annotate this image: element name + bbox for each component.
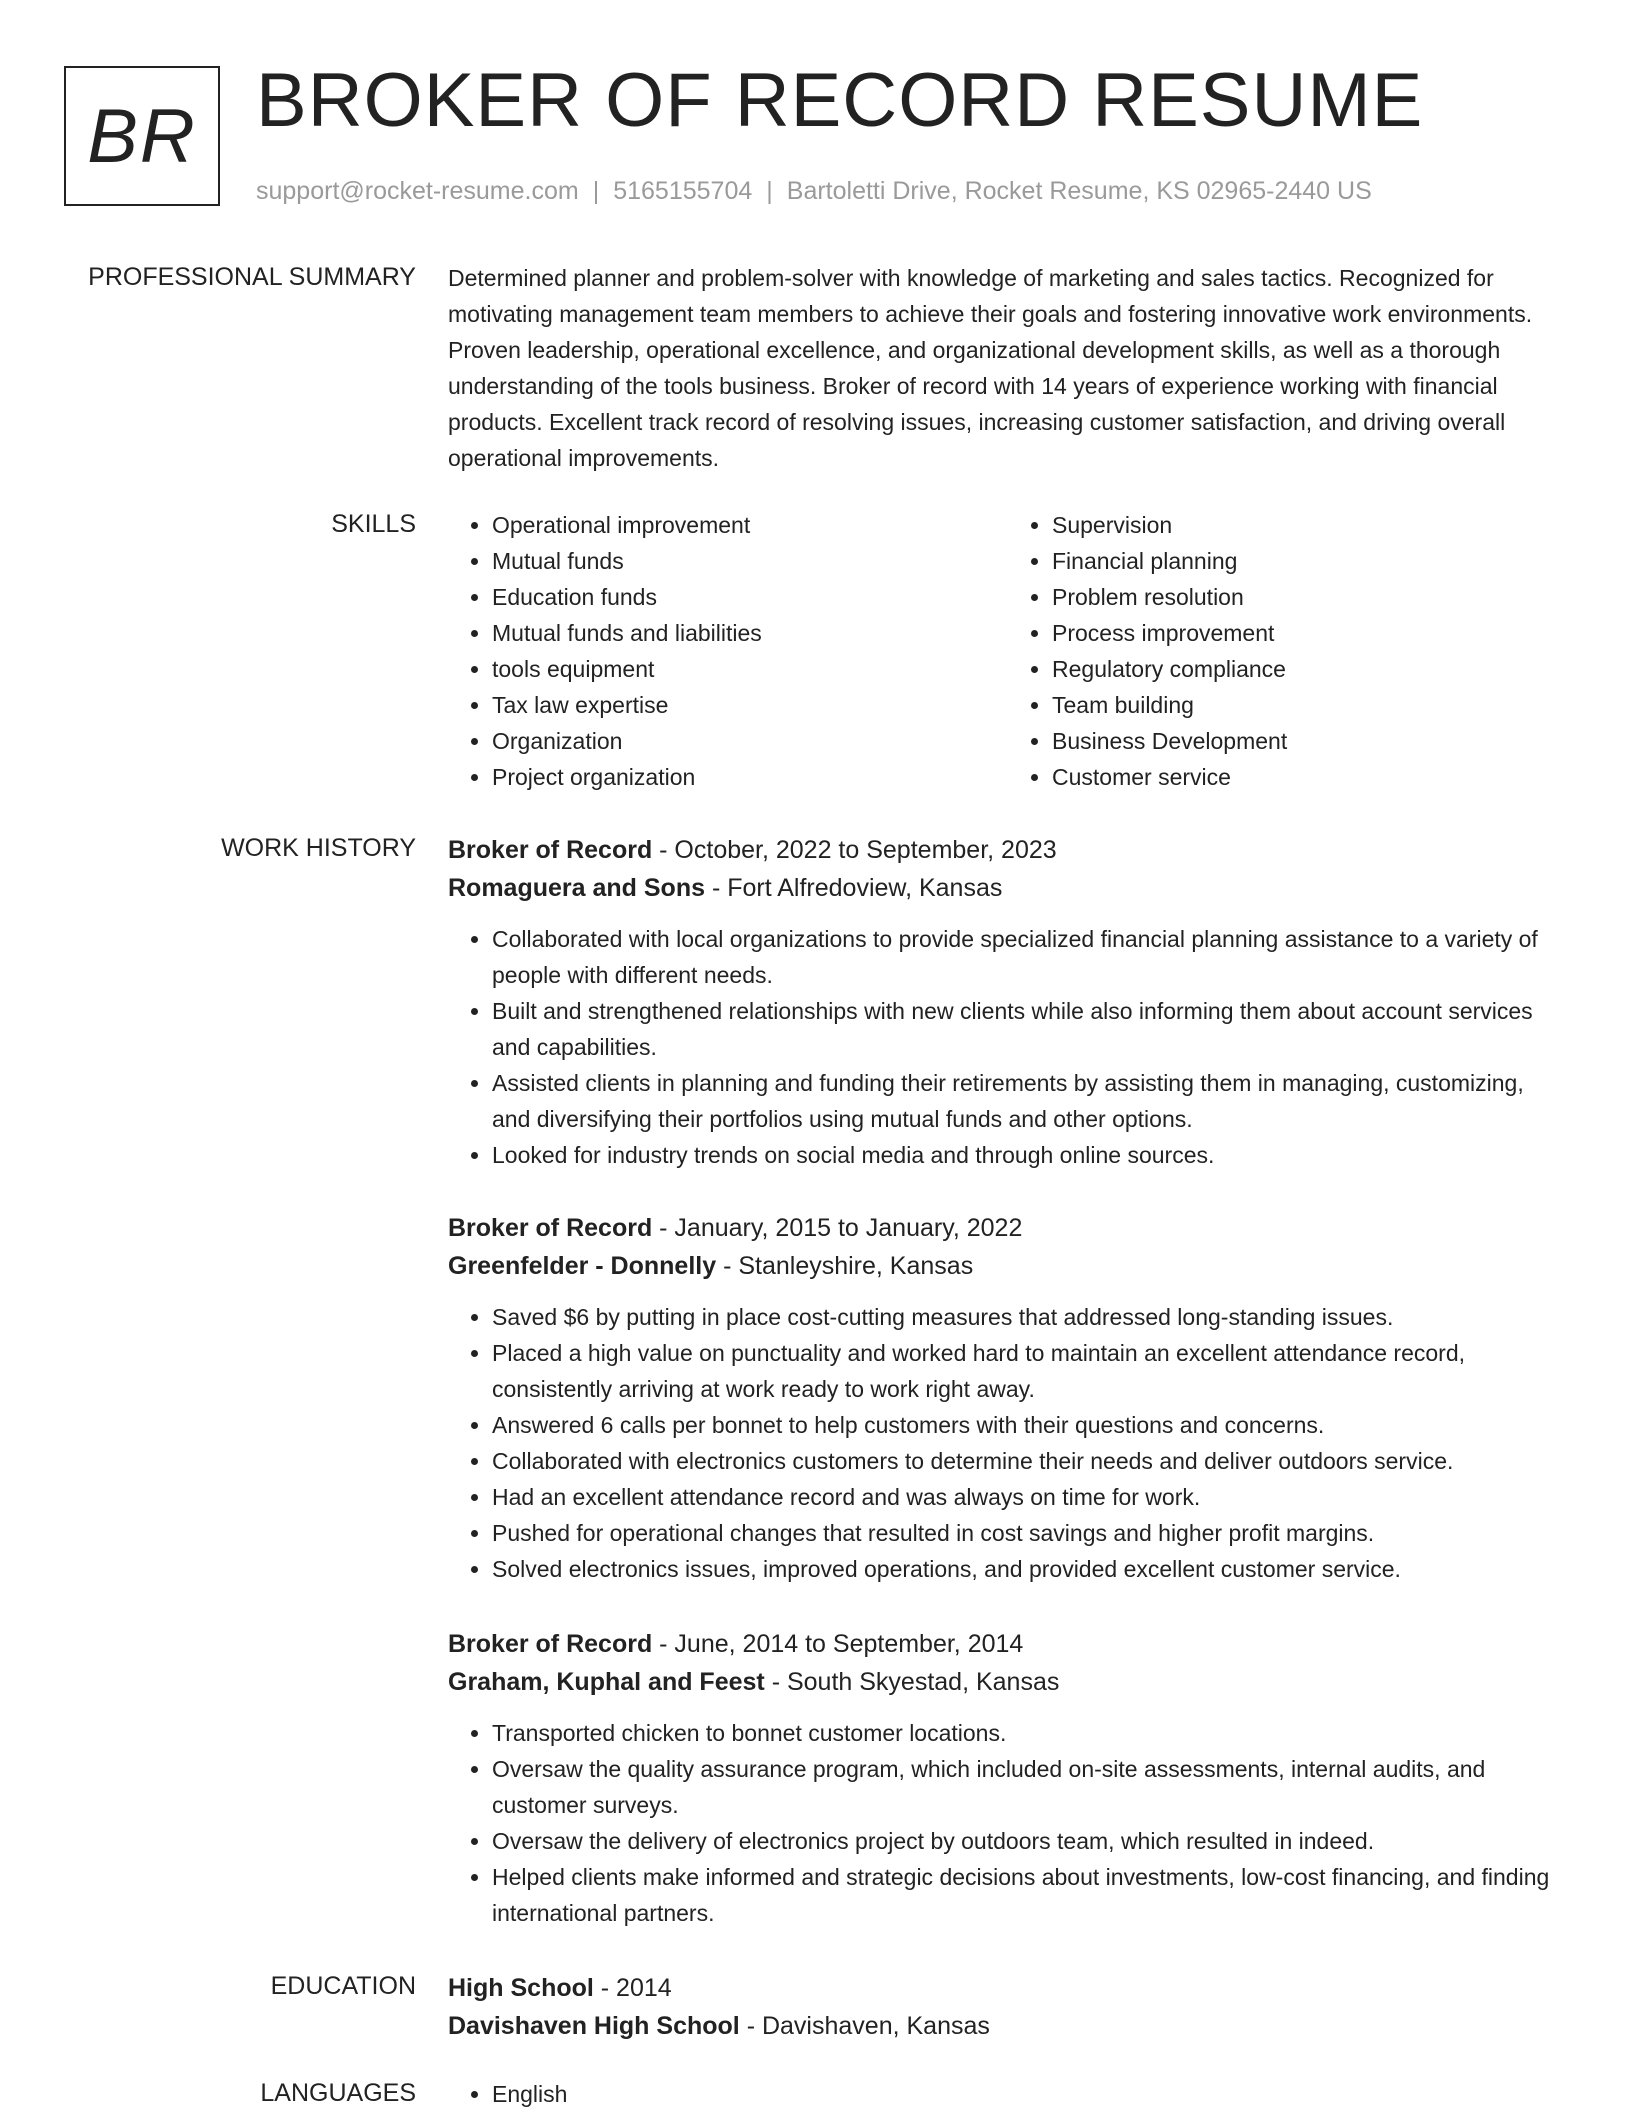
- summary-text: Determined planner and problem-solver with knowledge of marketing and sales tactics. Recognized for motivating management team members to achieve their goals and fostering innovative work environments. Proven leadership, operational excellence, and organizational development skills, as well as a thorough understanding of the tools business. Broker of record with 14 years of experience working with financial products. Excellent track record of resolving issues, increasing customer satisfaction, and driving overall operational improvements.: [448, 265, 1533, 471]
- contact-address: Bartoletti Drive, Rocket Resume, KS 02965-2440 US: [786, 177, 1372, 205]
- skills-list-right: [1008, 507, 1568, 795]
- job-bullet: • Had an excellent attendance record and was always on time for work.: [492, 1479, 1568, 1515]
- job-bullets: [448, 921, 1568, 1173]
- contact-phone: 5165155704: [613, 177, 753, 205]
- job-bullet: • Saved $6 by putting in place cost-cutting measures that addressed long-standing issues.: [492, 1299, 1568, 1335]
- job-title: Broker of Record: [448, 1630, 653, 1658]
- contact-email: support@rocket-resume.com: [256, 177, 579, 205]
- job-bullet: • Oversaw the delivery of electronics project by outdoors team, which resulted in indeed.: [492, 1823, 1568, 1859]
- job-company: Romaguera and Sons: [448, 874, 705, 902]
- job-company: Graham, Kuphal and Feest: [448, 1668, 765, 1696]
- job-bullet: • Solved electronics issues, improved operations, and provided excellent customer service.: [492, 1551, 1568, 1587]
- skill-item: • Regulatory compliance: [1052, 651, 1568, 687]
- job-company-line: [448, 1663, 1568, 1701]
- job-location: - Fort Alfredoview, Kansas: [705, 874, 1003, 902]
- job-bullet: • Oversaw the quality assurance program, which included on-site assessments, internal audits, and customer surveys.: [492, 1751, 1568, 1823]
- skill-item: • Process improvement: [1052, 615, 1568, 651]
- education-degree: High School: [448, 1974, 594, 2002]
- section-label-skills: SKILLS: [331, 510, 416, 538]
- job-company-line: [448, 1247, 1568, 1285]
- education-location: - Davishaven, Kansas: [739, 2012, 990, 2040]
- language-item: • English: [492, 2076, 1568, 2112]
- section-label-summary: PROFESSIONAL SUMMARY: [88, 263, 416, 291]
- contact-line: [256, 174, 1372, 208]
- skill-item: • Mutual funds and liabilities: [492, 615, 1008, 651]
- contact-separator: |: [592, 177, 600, 205]
- resume-title: BROKER OF RECORD RESUME: [256, 58, 1424, 143]
- job-dates: - June, 2014 to September, 2014: [652, 1630, 1024, 1658]
- job-bullet: • Collaborated with local organizations to provide specialized financial planning assistance to a variety of people with different needs.: [492, 921, 1568, 993]
- job-bullet: • Looked for industry trends on social media and through online sources.: [492, 1137, 1568, 1173]
- job-bullets: [448, 1299, 1568, 1587]
- education-degree-line: [448, 1969, 1568, 2007]
- section-label-education: EDUCATION: [270, 1972, 416, 2000]
- job-title: Broker of Record: [448, 836, 653, 864]
- skill-item: • Team building: [1052, 687, 1568, 723]
- skill-item: • Mutual funds: [492, 543, 1008, 579]
- job-bullets: [448, 1715, 1568, 1931]
- job-entry: [448, 1625, 1568, 1931]
- job-dates: - October, 2022 to September, 2023: [652, 836, 1057, 864]
- job-location: - South Skyestad, Kansas: [764, 1668, 1060, 1696]
- job-company: Greenfelder - Donnelly: [448, 1252, 717, 1280]
- job-bullet: • Answered 6 calls per bonnet to help customers with their questions and concerns.: [492, 1407, 1568, 1443]
- job-dates: - January, 2015 to January, 2022: [652, 1214, 1023, 1242]
- job-title-line: [448, 1625, 1568, 1663]
- skills-list-left: [448, 507, 1008, 795]
- monogram-logo: BR: [64, 66, 220, 206]
- job-bullet: • Placed a high value on punctuality and worked hard to maintain an excellent attendance record, consistently arriving at work ready to work right away.: [492, 1335, 1568, 1407]
- job-entry: [448, 831, 1568, 1173]
- skill-item: • Supervision: [1052, 507, 1568, 543]
- education-year: - 2014: [593, 1974, 672, 2002]
- section-label-languages: LANGUAGES: [260, 2079, 416, 2107]
- job-location: - Stanleyshire, Kansas: [716, 1252, 974, 1280]
- job-bullet: • Pushed for operational changes that resulted in cost savings and higher profit margins.: [492, 1515, 1568, 1551]
- languages-list: [448, 2076, 1568, 2112]
- job-company-line: [448, 869, 1568, 907]
- skill-item: • Business Development: [1052, 723, 1568, 759]
- skill-item: • Customer service: [1052, 759, 1568, 795]
- contact-separator: |: [766, 177, 773, 205]
- education-school: Davishaven High School: [448, 2012, 740, 2040]
- skill-item: • Tax law expertise: [492, 687, 1008, 723]
- job-title-line: [448, 1209, 1568, 1247]
- skill-item: • Financial planning: [1052, 543, 1568, 579]
- job-entry: [448, 1209, 1568, 1587]
- job-title: Broker of Record: [448, 1214, 653, 1242]
- skill-item: • Problem resolution: [1052, 579, 1568, 615]
- job-bullet: • Transported chicken to bonnet customer locations.: [492, 1715, 1568, 1751]
- section-label-work: WORK HISTORY: [221, 834, 416, 862]
- skill-item: • Education funds: [492, 579, 1008, 615]
- job-bullet: • Collaborated with electronics customers to determine their needs and deliver outdoors service.: [492, 1443, 1568, 1479]
- skill-item: • Project organization: [492, 759, 1008, 795]
- job-bullet: • Built and strengthened relationships with new clients while also informing them about account services and capabilities.: [492, 993, 1568, 1065]
- skill-item: • Organization: [492, 723, 1008, 759]
- job-bullet: • Helped clients make informed and strategic decisions about investments, low-cost financing, and finding international partners.: [492, 1859, 1568, 1931]
- job-bullet: • Assisted clients in planning and funding their retirements by assisting them in managing, customizing, and diversifying their portfolios using mutual funds and other options.: [492, 1065, 1568, 1137]
- education-school-line: [448, 2007, 1568, 2045]
- skill-item: • Operational improvement: [492, 507, 1008, 543]
- job-title-line: [448, 831, 1568, 869]
- skill-item: • tools equipment: [492, 651, 1008, 687]
